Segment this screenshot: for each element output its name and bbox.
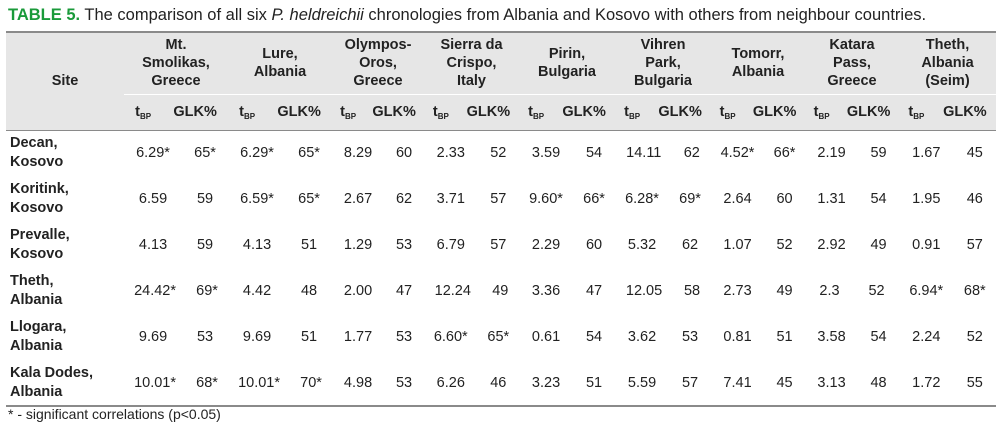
sub-header: [899, 94, 996, 130]
tbp-value: 3.36: [531, 283, 561, 299]
value-cell: [228, 130, 332, 176]
table-row: [6, 268, 996, 314]
tbp-value: 3.13: [817, 374, 846, 391]
column-header: [124, 32, 228, 94]
glk-value: 47: [585, 283, 603, 299]
tbp-main: t: [624, 103, 629, 120]
glk-value: 57: [490, 191, 507, 207]
value-cell: [519, 176, 615, 222]
column-header-line: Pirin,: [548, 46, 586, 63]
column-header: [332, 32, 424, 94]
value-cell: [332, 360, 424, 406]
tbp-value: 6.59*: [240, 191, 274, 207]
value-cell: [615, 176, 711, 222]
sub-header: [332, 94, 424, 130]
glk-label: GLK%: [752, 104, 797, 120]
column-header-line: Lure,: [262, 46, 298, 63]
tbp-label: [528, 104, 544, 121]
tbp-label: [908, 104, 924, 121]
tbp-subscript: BP: [532, 111, 545, 121]
glk-value: 60: [395, 145, 413, 162]
column-header-line: Sierra da: [440, 37, 503, 54]
column-header: [899, 32, 996, 94]
glk-value: 57: [681, 374, 699, 391]
glk-value: 69*: [679, 191, 701, 207]
tbp-value: 4.98: [343, 374, 373, 391]
tbp-main: t: [719, 103, 725, 120]
tbp-value: 2.64: [723, 191, 752, 207]
tbp-value: 2.33: [436, 145, 465, 162]
value-cell: [332, 176, 424, 222]
tbp-value: 6.59: [138, 191, 168, 207]
value-cell: [424, 360, 519, 406]
tbp-subscript: BP: [628, 111, 641, 121]
tbp-label: [135, 104, 151, 121]
tbp-main: t: [528, 103, 533, 120]
value-cell: [805, 176, 899, 222]
tbp-value: 6.79: [436, 237, 465, 253]
glk-value: 48: [300, 283, 318, 299]
tbp-value: 6.29*: [136, 145, 170, 162]
tbp-subscript: BP: [724, 111, 736, 121]
tbp-value: 0.61: [531, 329, 561, 345]
site-name-line: Llogara,: [10, 319, 67, 335]
tbp-value: 2.29: [531, 237, 561, 253]
sub-header: [615, 94, 711, 130]
glk-value: 60: [585, 237, 603, 253]
column-header: [805, 32, 899, 94]
tbp-value: 4.42: [242, 283, 272, 299]
column-header-line: Theth,: [925, 37, 970, 54]
column-header-line: Smolikas,: [142, 55, 210, 72]
site-name: [6, 268, 124, 314]
tbp-main: t: [135, 103, 140, 120]
column-header: [519, 32, 615, 94]
glk-value: 52: [776, 237, 793, 253]
site-column-header: Site: [6, 32, 124, 130]
sub-header: [805, 94, 899, 130]
tbp-value: 4.52*: [720, 145, 755, 162]
tbp-main: t: [239, 103, 244, 120]
value-cell: [519, 222, 615, 268]
tbp-value: 1.72: [912, 374, 941, 391]
tbp-label: [720, 104, 736, 121]
value-cell: [424, 222, 519, 268]
comparison-table: [6, 31, 996, 407]
glk-label: GLK%: [277, 104, 321, 120]
table-row: [6, 176, 996, 222]
glk-value: 49: [492, 283, 509, 299]
table-row: [6, 314, 996, 360]
glk-value: 51: [300, 237, 318, 253]
tbp-value: 2.19: [817, 145, 846, 162]
value-cell: [805, 268, 899, 314]
site-name-line: Kosovo: [10, 154, 64, 171]
value-cell: [228, 314, 332, 360]
column-header-line: Italy: [456, 73, 486, 90]
value-cell: [711, 222, 805, 268]
glk-value: 66*: [773, 145, 796, 162]
tbp-value: 2.00: [343, 283, 373, 299]
glk-label: GLK%: [846, 104, 891, 120]
value-cell: [519, 130, 615, 176]
glk-value: 53: [395, 374, 413, 391]
sub-header: [228, 94, 332, 130]
tbp-label: [433, 104, 449, 121]
tbp-value: 2.92: [817, 237, 846, 253]
tbp-value: 14.11: [626, 145, 662, 162]
site-name-line: Prevalle,: [10, 227, 70, 243]
value-cell: [711, 176, 805, 222]
tbp-value: 9.69: [138, 329, 168, 345]
tbp-value: 1.31: [817, 191, 846, 207]
tbp-value: 3.62: [627, 329, 657, 345]
glk-value: 53: [395, 329, 413, 345]
tbp-subscript: BP: [139, 111, 152, 121]
glk-value: 58: [683, 283, 701, 299]
site-name-line: Koritink,: [10, 181, 69, 197]
glk-value: 54: [870, 191, 887, 207]
value-cell: [424, 268, 519, 314]
tbp-value: 2.67: [343, 191, 373, 207]
tbp-main: t: [908, 103, 914, 120]
value-cell: [805, 314, 899, 360]
tbp-value: 6.26: [436, 374, 465, 391]
glk-label: GLK%: [658, 104, 702, 120]
sub-header: [711, 94, 805, 130]
value-cell: [519, 314, 615, 360]
column-header-line: Crispo,: [446, 55, 497, 72]
value-cell: [615, 130, 711, 176]
table-row: [6, 360, 996, 406]
glk-value: 55: [966, 374, 983, 391]
sub-header: [124, 94, 228, 130]
table-caption: [8, 6, 926, 25]
glk-value: 47: [395, 283, 413, 299]
column-header-line: Tomorr,: [731, 46, 785, 63]
column-header-line: Bulgaria: [633, 73, 692, 90]
caption-species: P. heldreichii: [271, 6, 364, 24]
value-cell: [899, 360, 996, 406]
glk-label: GLK%: [562, 104, 606, 120]
tbp-value: 0.81: [723, 329, 752, 345]
site-name: [6, 130, 124, 176]
value-cell: [228, 176, 332, 222]
value-cell: [124, 176, 228, 222]
tbp-value: 1.67: [912, 145, 941, 162]
column-header: [424, 32, 519, 94]
tbp-value: 10.01*: [238, 374, 280, 391]
glk-value: 59: [870, 145, 887, 162]
site-name-line: Albania: [10, 383, 63, 400]
glk-value: 53: [395, 237, 413, 253]
column-header-line: Pass,: [833, 55, 871, 72]
value-cell: [424, 130, 519, 176]
tbp-subscript: BP: [344, 111, 357, 121]
tbp-value: 1.07: [723, 237, 752, 253]
glk-value: 48: [870, 374, 887, 391]
column-header-line: Bulgaria: [537, 64, 596, 81]
value-cell: [615, 268, 711, 314]
tbp-value: 6.94*: [909, 283, 944, 299]
value-cell: [899, 130, 996, 176]
glk-label: GLK%: [173, 104, 217, 120]
value-cell: [519, 360, 615, 406]
value-cell: [228, 360, 332, 406]
tbp-value: 2.3: [819, 283, 840, 299]
glk-value: 70*: [300, 374, 322, 391]
value-cell: [424, 176, 519, 222]
tbp-label: [239, 104, 255, 121]
glk-value: 51: [776, 329, 793, 345]
tbp-value: 3.23: [531, 374, 561, 391]
glk-value: 68*: [196, 374, 218, 391]
glk-value: 62: [395, 191, 413, 207]
value-cell: [332, 268, 424, 314]
glk-value: 65*: [298, 191, 320, 207]
site-name-line: Theth,: [10, 273, 54, 289]
tbp-value: 6.29*: [240, 145, 274, 162]
column-header-line: Greece: [827, 73, 877, 90]
glk-value: 54: [585, 329, 603, 345]
glk-value: 57: [966, 237, 983, 253]
site-name-line: Kala Dodes,: [10, 364, 93, 381]
column-header-line: Albania: [731, 64, 785, 81]
site-name: [6, 176, 124, 222]
glk-value: 46: [966, 191, 983, 207]
tbp-value: 3.71: [436, 191, 465, 207]
column-header: [615, 32, 711, 94]
site-name: [6, 314, 124, 360]
tbp-subscript: BP: [437, 111, 449, 121]
glk-value: 49: [776, 283, 793, 299]
glk-value: 52: [966, 329, 983, 345]
value-cell: [899, 268, 996, 314]
tbp-value: 9.60*: [529, 191, 563, 207]
column-header-line: Park,: [645, 55, 681, 72]
value-cell: [424, 314, 519, 360]
column-header: [711, 32, 805, 94]
glk-label: GLK%: [943, 104, 987, 120]
value-cell: [711, 314, 805, 360]
tbp-main: t: [813, 103, 819, 120]
tbp-value: 3.59: [531, 145, 561, 162]
tbp-value: 1.29: [343, 237, 373, 253]
column-header: [228, 32, 332, 94]
tbp-label: [340, 104, 356, 121]
value-cell: [124, 314, 228, 360]
glk-value: 46: [490, 374, 507, 391]
glk-value: 60: [776, 191, 793, 207]
tbp-value: 6.28*: [625, 191, 659, 207]
sub-header: [424, 94, 519, 130]
footnote: * - significant correlations (p<0.05): [8, 406, 221, 422]
tbp-value: 12.05: [625, 283, 663, 299]
tbp-value: 10.01*: [134, 374, 176, 391]
tbp-value: 2.24: [912, 329, 941, 345]
glk-value: 54: [585, 145, 603, 162]
tbp-value: 6.60*: [433, 329, 468, 345]
glk-value: 62: [681, 237, 699, 253]
value-cell: [805, 222, 899, 268]
table-row: [6, 222, 996, 268]
glk-value: 57: [490, 237, 507, 253]
value-cell: [899, 176, 996, 222]
value-cell: [228, 222, 332, 268]
site-name: [6, 222, 124, 268]
tbp-label: [624, 104, 640, 121]
tbp-value: 1.77: [343, 329, 373, 345]
sub-header: [519, 94, 615, 130]
site-name-line: Decan,: [10, 135, 58, 152]
tbp-value: 2.73: [723, 283, 752, 299]
glk-value: 65*: [194, 145, 216, 162]
column-header-line: Albania: [253, 64, 307, 81]
glk-value: 45: [966, 145, 983, 162]
column-header-line: Olympos-: [344, 37, 412, 54]
tbp-subscript: BP: [243, 111, 256, 121]
tbp-value: 9.69: [242, 329, 272, 345]
glk-value: 54: [870, 329, 887, 345]
value-cell: [711, 268, 805, 314]
site-name: [6, 360, 124, 406]
glk-label: GLK%: [466, 104, 511, 120]
caption-text-after: chronologies from Albania and Kosovo with others from neighbour countries.: [363, 6, 927, 24]
glk-value: 51: [585, 374, 603, 391]
glk-value: 59: [196, 237, 214, 253]
tbp-value: 12.24: [434, 283, 471, 299]
site-name-line: Kosovo: [10, 200, 64, 216]
value-cell: [228, 268, 332, 314]
tbp-value: 24.42*: [134, 283, 176, 299]
tbp-value: 5.32: [627, 237, 657, 253]
value-cell: [332, 222, 424, 268]
tbp-value: 4.13: [242, 237, 272, 253]
value-cell: [899, 314, 996, 360]
column-header-line: Katara: [829, 37, 875, 54]
glk-value: 45: [776, 374, 793, 391]
tbp-value: 1.95: [912, 191, 941, 207]
glk-value: 53: [196, 329, 214, 345]
tbp-value: 8.29: [343, 145, 373, 162]
glk-value: 52: [868, 283, 885, 299]
glk-value: 66*: [583, 191, 605, 207]
table-label: TABLE 5.: [8, 6, 81, 24]
column-header-line: Greece: [353, 73, 403, 90]
value-cell: [899, 222, 996, 268]
value-cell: [124, 360, 228, 406]
tbp-value: 7.41: [723, 374, 752, 391]
tbp-main: t: [432, 103, 438, 120]
value-cell: [124, 222, 228, 268]
tbp-subscript: BP: [913, 111, 925, 121]
value-cell: [332, 314, 424, 360]
glk-value: 65*: [487, 329, 510, 345]
tbp-main: t: [340, 103, 345, 120]
glk-value: 68*: [963, 283, 986, 299]
glk-value: 59: [196, 191, 214, 207]
tbp-value: 3.58: [817, 329, 846, 345]
value-cell: [615, 360, 711, 406]
value-cell: [124, 130, 228, 176]
glk-value: 51: [300, 329, 318, 345]
glk-value: 65*: [298, 145, 320, 162]
value-cell: [711, 130, 805, 176]
glk-value: 53: [681, 329, 699, 345]
value-cell: [332, 130, 424, 176]
tbp-value: 5.59: [627, 374, 657, 391]
column-header-line: Mt.: [165, 37, 187, 54]
value-cell: [124, 268, 228, 314]
glk-value: 62: [683, 145, 700, 162]
value-cell: [711, 360, 805, 406]
tbp-label: [814, 104, 830, 121]
value-cell: [519, 268, 615, 314]
value-cell: [615, 222, 711, 268]
glk-label: GLK%: [372, 104, 416, 120]
site-name-line: Albania: [10, 338, 63, 354]
column-header-line: Vihren: [640, 37, 686, 54]
column-header-line: Oros,: [359, 55, 397, 72]
value-cell: [805, 360, 899, 406]
tbp-value: 4.13: [138, 237, 168, 253]
glk-value: 49: [870, 237, 887, 253]
glk-value: 69*: [196, 283, 218, 299]
column-header-line: Greece: [151, 73, 201, 90]
glk-value: 52: [490, 145, 507, 162]
tbp-value: 0.91: [912, 237, 941, 253]
column-header-line: (Seim): [925, 73, 970, 90]
value-cell: [615, 314, 711, 360]
site-name-line: Albania: [10, 292, 63, 308]
tbp-subscript: BP: [818, 111, 830, 121]
value-cell: [805, 130, 899, 176]
column-header-line: Albania: [921, 55, 974, 72]
site-name-line: Kosovo: [10, 246, 64, 262]
caption-text-before: The comparison of all six: [80, 6, 272, 24]
table-row: [6, 130, 996, 176]
